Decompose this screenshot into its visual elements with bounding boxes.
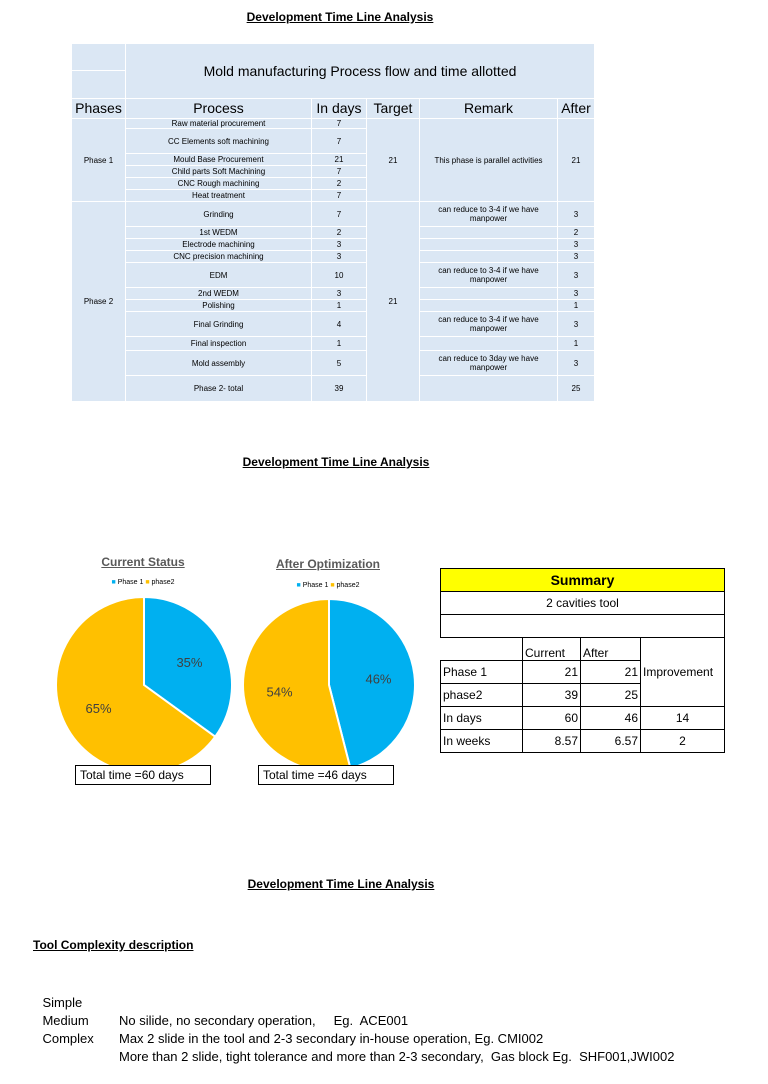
process-cell: 1st WEDM xyxy=(126,227,312,239)
pie-data-label: 54% xyxy=(266,684,293,700)
summary-after-value: 25 xyxy=(581,684,641,707)
days-cell: 7 xyxy=(312,166,367,178)
days-cell: 4 xyxy=(312,312,367,337)
remark-cell xyxy=(420,337,558,351)
process-cell: Final Grinding xyxy=(126,312,312,337)
days-cell: 21 xyxy=(312,154,367,166)
remark-cell: can reduce to 3-4 if we have manpower xyxy=(420,263,558,288)
after-cell: 1 xyxy=(558,337,595,351)
table-row xyxy=(72,239,595,251)
process-cell: Mould Base Procurement xyxy=(126,154,312,166)
table-row xyxy=(72,337,595,351)
after-cell: 3 xyxy=(558,312,595,337)
summary-row-label: Phase 1 xyxy=(441,661,523,684)
after-cell: 2 xyxy=(558,227,595,239)
legend-label-phase1: Phase 1 xyxy=(117,579,144,586)
after-cell: 3 xyxy=(558,263,595,288)
after-cell: 3 xyxy=(558,202,595,227)
complexity-desc: Max 2 slide in the tool and 2-3 secondary in-house operation, Eg. CMI002 xyxy=(119,1031,544,1046)
total-time-after: Total time =46 days xyxy=(258,765,394,785)
days-cell: 7 xyxy=(312,202,367,227)
summary-improvement-value: 2 xyxy=(641,730,725,753)
summary-row xyxy=(441,707,725,730)
middle-title: Development Time Line Analysis xyxy=(242,455,430,469)
summary-row-label: phase2 xyxy=(441,684,523,707)
complexity-list xyxy=(28,976,675,1064)
phase1-after: 21 xyxy=(558,119,595,202)
total-after-cell: 25 xyxy=(558,376,595,402)
table-row xyxy=(72,251,595,263)
process-cell: CC Elements soft machining xyxy=(126,129,312,154)
summary-improvement-value: 14 xyxy=(641,707,725,730)
summary-after-value: 21 xyxy=(581,661,641,684)
days-cell: 10 xyxy=(312,263,367,288)
pie-data-label: 46% xyxy=(365,671,392,687)
summary-col-after: After xyxy=(581,638,641,661)
process-cell: CNC precision machining xyxy=(126,251,312,263)
chart2-legend xyxy=(243,582,413,589)
remark-cell xyxy=(420,239,558,251)
days-cell: 7 xyxy=(312,129,367,154)
days-cell: 1 xyxy=(312,337,367,351)
table-row xyxy=(72,263,595,288)
remark-cell: can reduce to 3day we have manpower xyxy=(420,351,558,376)
top-title: Development Time Line Analysis xyxy=(246,10,434,24)
remark-cell xyxy=(420,288,558,300)
pie-data-label: 35% xyxy=(176,654,203,670)
header-after: After xyxy=(558,99,595,119)
pie-chart-current xyxy=(54,595,234,775)
process-cell: EDM xyxy=(126,263,312,288)
summary-row-label: In weeks xyxy=(441,730,523,753)
days-cell: 1 xyxy=(312,300,367,312)
process-cell: Raw material procurement xyxy=(126,119,312,129)
table-row xyxy=(72,300,595,312)
process-cell: Child parts Soft Machining xyxy=(126,166,312,178)
complexity-name: Complex xyxy=(42,1031,94,1046)
remark-cell: can reduce to 3-4 if we have manpower xyxy=(420,202,558,227)
days-cell: 3 xyxy=(312,239,367,251)
legend-swatch-phase1: ■ xyxy=(111,579,116,586)
days-cell: 3 xyxy=(312,288,367,300)
complexity-heading: Tool Complexity description xyxy=(33,938,194,952)
bottom-title: Development Time Line Analysis xyxy=(247,877,435,891)
process-cell: Heat treatment xyxy=(126,190,312,202)
phase2-label: Phase 2 xyxy=(72,202,126,402)
after-cell: 3 xyxy=(558,288,595,300)
chart2-title: After Optimization xyxy=(276,557,380,571)
process-cell: Final inspection xyxy=(126,337,312,351)
summary-table xyxy=(440,568,725,753)
remark-cell xyxy=(420,251,558,263)
total-days-cell: 39 xyxy=(312,376,367,402)
table-row xyxy=(72,351,595,376)
table-row xyxy=(72,227,595,239)
chart1-title: Current Status xyxy=(101,555,185,569)
days-cell: 2 xyxy=(312,227,367,239)
days-cell: 2 xyxy=(312,178,367,190)
process-cell: CNC Rough machining xyxy=(126,178,312,190)
complexity-name: Simple xyxy=(42,995,83,1010)
after-cell: 3 xyxy=(558,251,595,263)
process-cell: Electrode machining xyxy=(126,239,312,251)
summary-after-value: 46 xyxy=(581,707,641,730)
summary-row-label: In days xyxy=(441,707,523,730)
legend-swatch-phase2: ■ xyxy=(330,582,335,589)
total-time-current: Total time =60 days xyxy=(75,765,211,785)
table-row xyxy=(72,312,595,337)
complexity-desc: No silide, no secondary operation, Eg. ACE001 xyxy=(119,1013,409,1028)
table-row xyxy=(72,376,595,402)
days-cell: 3 xyxy=(312,251,367,263)
table-row xyxy=(72,288,595,300)
pie-data-label: 65% xyxy=(85,701,112,717)
pie-chart-after xyxy=(241,597,417,773)
summary-current-value: 21 xyxy=(523,661,581,684)
after-cell: 3 xyxy=(558,351,595,376)
days-cell: 5 xyxy=(312,351,367,376)
legend-swatch-phase1: ■ xyxy=(296,582,301,589)
process-cell: Mold assembly xyxy=(126,351,312,376)
summary-title: Summary xyxy=(441,569,725,592)
header-remark: Remark xyxy=(420,99,558,119)
remark-cell xyxy=(420,300,558,312)
total-process-cell: Phase 2- total xyxy=(126,376,312,402)
summary-row xyxy=(441,730,725,753)
legend-label-phase1: Phase 1 xyxy=(302,582,329,589)
process-cell: Grinding xyxy=(126,202,312,227)
remark-cell: can reduce to 3-4 if we have manpower xyxy=(420,312,558,337)
process-table-caption: Mold manufacturing Process flow and time allotted xyxy=(126,44,595,99)
legend-label-phase2: phase2 xyxy=(336,582,360,589)
after-cell: 3 xyxy=(558,239,595,251)
legend-swatch-phase2: ■ xyxy=(145,579,150,586)
header-process: Process xyxy=(126,99,312,119)
summary-after-value: 6.57 xyxy=(581,730,641,753)
process-cell: Polishing xyxy=(126,300,312,312)
summary-col-improvement: Improvement xyxy=(641,638,725,707)
complexity-name: Medium xyxy=(42,1013,89,1028)
summary-current-value: 39 xyxy=(523,684,581,707)
remark-cell xyxy=(420,227,558,239)
process-cell: 2nd WEDM xyxy=(126,288,312,300)
phase1-target: 21 xyxy=(367,119,420,202)
days-cell: 7 xyxy=(312,190,367,202)
phase1-label: Phase 1 xyxy=(72,119,126,202)
summary-subtitle: 2 cavities tool xyxy=(441,592,725,615)
chart1-legend xyxy=(58,579,228,586)
header-phases: Phases xyxy=(72,99,126,119)
table-row xyxy=(72,119,595,129)
phase1-remark: This phase is parallel activities xyxy=(420,119,558,202)
complexity-desc: More than 2 slide, tight tolerance and more than 2-3 secondary, Gas block Eg. SHF001,JWI002 xyxy=(119,1049,675,1064)
summary-current-value: 60 xyxy=(523,707,581,730)
summary-col-current: Current xyxy=(523,638,581,661)
legend-label-phase2: phase2 xyxy=(151,579,175,586)
after-cell: 1 xyxy=(558,300,595,312)
days-cell: 7 xyxy=(312,119,367,129)
phase2-target: 21 xyxy=(367,202,420,402)
table-row xyxy=(72,202,595,227)
process-table xyxy=(71,43,595,402)
header-target: Target xyxy=(367,99,420,119)
summary-current-value: 8.57 xyxy=(523,730,581,753)
header-in-days: In days xyxy=(312,99,367,119)
